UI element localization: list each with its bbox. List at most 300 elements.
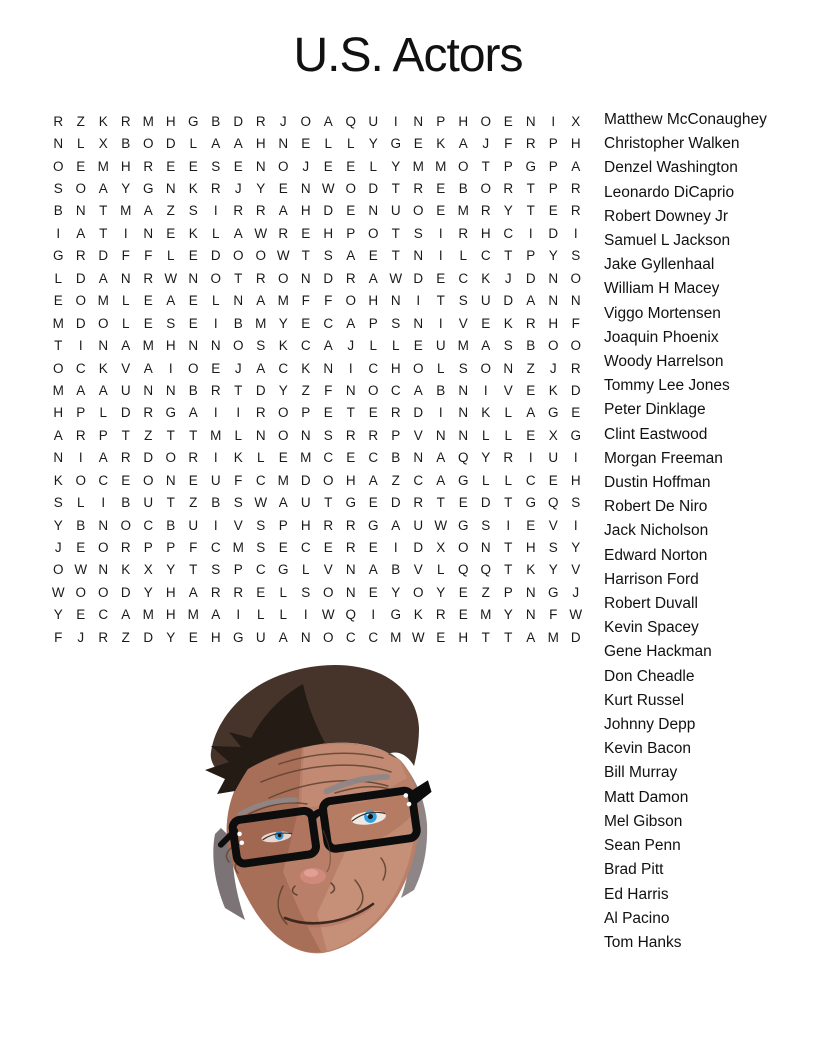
grid-letter: V (413, 427, 423, 443)
grid-letter: H (165, 113, 176, 129)
grid-letter: Q (457, 562, 469, 578)
grid-letter: O (165, 450, 176, 466)
grid-letter: N (390, 293, 401, 309)
grid-letter: O (187, 360, 199, 376)
grid-letter: L (189, 136, 197, 152)
grid-letter: K (53, 472, 63, 488)
grid-letter: A (76, 382, 86, 398)
grid-letter: G (390, 607, 401, 623)
grid-letter: D (323, 270, 334, 286)
grid-letter: O (412, 203, 424, 219)
grid-letter: D (143, 629, 154, 645)
grid-letter: M (120, 203, 132, 219)
grid-letter: K (278, 338, 288, 354)
grid-letter: F (504, 136, 513, 152)
grid-letter: G (457, 517, 469, 533)
grid-letter: A (233, 136, 243, 152)
grid-letter: L (481, 427, 490, 443)
grid-letter: O (322, 584, 334, 600)
word-list-item: Samuel L Jackson (604, 232, 731, 250)
word-list-item: Don Cheadle (604, 667, 695, 685)
grid-letter: C (323, 450, 334, 466)
word-list-item: William H Macey (604, 280, 720, 298)
grid-letter: I (528, 450, 533, 466)
grid-letter: E (301, 136, 311, 152)
grid-letter: E (76, 540, 86, 556)
grid-letter: L (324, 136, 332, 152)
grid-letter: E (278, 181, 288, 197)
grid-letter: D (570, 382, 581, 398)
grid-letter: N (458, 405, 469, 421)
grid-letter: V (458, 315, 468, 331)
grid-letter: N (98, 338, 109, 354)
grid-letter: U (300, 495, 311, 511)
grid-letter: R (255, 203, 266, 219)
grid-letter: B (233, 315, 243, 331)
grid-letter: I (303, 607, 308, 623)
grid-letter: O (367, 382, 379, 398)
grid-letter: O (322, 629, 334, 645)
grid-letter: Y (121, 181, 131, 197)
grid-letter: O (322, 472, 334, 488)
grid-letter: O (52, 562, 64, 578)
grid-letter: E (76, 607, 86, 623)
grid-letter: H (548, 315, 559, 331)
grid-letter: N (143, 225, 154, 241)
grid-letter: L (301, 562, 310, 578)
grid-letter: L (481, 472, 490, 488)
grid-letter: R (75, 427, 86, 443)
grid-letter: A (436, 450, 446, 466)
grid-letter: E (368, 584, 378, 600)
word-list-item: Jake Gyllenhaal (604, 256, 715, 274)
grid-letter: N (53, 136, 64, 152)
grid-letter: V (233, 517, 243, 533)
grid-letter: I (483, 382, 488, 398)
grid-letter: R (143, 270, 154, 286)
grid-letter: B (391, 562, 401, 578)
grid-letter: P (233, 562, 243, 578)
grid-letter: H (120, 158, 131, 174)
grid-letter: N (300, 181, 311, 197)
grid-letter: I (393, 540, 398, 556)
grid-letter: T (391, 248, 400, 264)
word-list-item: Johnny Depp (604, 716, 696, 734)
grid-letter: C (300, 540, 311, 556)
grid-letter: E (368, 248, 378, 264)
grid-letter: A (368, 472, 378, 488)
grid-letter: E (256, 584, 266, 600)
grid-letter: R (143, 158, 154, 174)
grid-letter: S (166, 315, 176, 331)
grid-letter: K (436, 136, 446, 152)
grid-letter: Y (256, 181, 266, 197)
grid-letter: R (413, 181, 424, 197)
grid-letter: A (526, 629, 536, 645)
grid-letter: T (324, 495, 333, 511)
grid-letter: D (368, 181, 379, 197)
grid-letter: A (256, 293, 266, 309)
grid-letter: I (213, 315, 218, 331)
word-list-item: Ed Harris (604, 885, 669, 903)
grid-letter: L (234, 427, 242, 443)
grid-letter: E (458, 607, 468, 623)
grid-letter: R (120, 540, 131, 556)
grid-letter: M (142, 607, 154, 623)
grid-letter: M (300, 450, 312, 466)
grid-letter: A (278, 629, 288, 645)
grid-letter: N (548, 293, 559, 309)
grid-letter: M (277, 472, 289, 488)
grid-letter: R (233, 203, 244, 219)
grid-letter: C (323, 315, 334, 331)
grid-letter: W (389, 270, 403, 286)
grid-letter: B (121, 136, 131, 152)
grid-letter: O (255, 248, 266, 264)
word-list-item: Joaquin Phoenix (604, 328, 719, 346)
grid-letter: D (210, 248, 221, 264)
grid-letter: N (53, 450, 64, 466)
grid-letter: X (98, 136, 108, 152)
grid-letter: I (348, 360, 353, 376)
grid-letter: O (480, 181, 491, 197)
grid-letter: E (188, 158, 198, 174)
grid-letter: O (345, 293, 356, 309)
nose-highlight (304, 869, 318, 877)
grid-letter: N (368, 203, 379, 219)
grid-letter: B (166, 517, 176, 533)
grid-letter: N (165, 472, 176, 488)
grid-letter: O (277, 158, 289, 174)
grid-letter: M (232, 540, 244, 556)
grid-letter: A (346, 248, 356, 264)
grid-letter: Y (436, 584, 446, 600)
page-title: U.S. Actors (293, 29, 523, 82)
grid-letter: W (164, 270, 178, 286)
grid-letter: N (143, 382, 154, 398)
grid-letter: C (458, 270, 469, 286)
grid-letter: K (413, 607, 423, 623)
grid-letter: W (74, 562, 88, 578)
grid-letter: L (211, 293, 220, 309)
grid-letter: S (53, 495, 63, 511)
grid-letter: O (457, 158, 469, 174)
grid-letter: A (188, 405, 198, 421)
grid-letter: D (300, 472, 311, 488)
grid-letter: A (391, 517, 401, 533)
grid-letter: I (438, 225, 443, 241)
grid-letter: N (210, 338, 221, 354)
grid-letter: Y (571, 540, 581, 556)
grid-letter: R (53, 113, 64, 129)
grid-letter: A (143, 203, 153, 219)
grid-letter: D (480, 495, 491, 511)
grid-letter: N (75, 203, 86, 219)
grid-letter: N (525, 113, 536, 129)
grid-letter: O (300, 113, 311, 129)
grid-letter: D (165, 136, 176, 152)
grid-letter: F (571, 315, 580, 331)
grid-letter: Y (391, 158, 401, 174)
grid-letter: Q (547, 495, 559, 511)
grid-letter: C (368, 450, 379, 466)
grid-letter: O (277, 270, 289, 286)
grid-letter: N (413, 315, 424, 331)
grid-letter: T (526, 181, 535, 197)
grid-letter: R (210, 584, 221, 600)
grid-letter: R (525, 315, 536, 331)
grid-letter: E (188, 472, 198, 488)
grid-letter: T (166, 495, 175, 511)
grid-letter: T (99, 225, 108, 241)
grid-letter: E (526, 427, 536, 443)
grid-letter: I (78, 338, 83, 354)
grid-letter: A (526, 293, 536, 309)
grid-letter: L (279, 584, 287, 600)
grid-letter: U (255, 629, 266, 645)
grid-letter: M (435, 158, 447, 174)
grid-letter: A (211, 136, 221, 152)
grid-letter: S (413, 225, 423, 241)
grid-letter: E (458, 495, 468, 511)
grid-letter: H (165, 607, 176, 623)
grid-letter: S (256, 338, 266, 354)
grid-letter: W (254, 225, 268, 241)
grid-letter: L (76, 495, 85, 511)
grid-letter: P (143, 540, 153, 556)
grid-letter: P (368, 315, 378, 331)
grid-letter: T (504, 495, 513, 511)
grid-letter: U (143, 495, 154, 511)
word-list-item: Woody Harrelson (604, 353, 724, 371)
grid-letter: W (569, 607, 583, 623)
grid-letter: E (436, 629, 446, 645)
word-list-item: Robert Downey Jr (604, 207, 729, 225)
grid-letter: J (482, 136, 490, 152)
grid-letter: E (211, 360, 221, 376)
grid-letter: K (301, 360, 311, 376)
grid-letter: J (234, 181, 242, 197)
grid-letter: T (391, 181, 400, 197)
grid-letter: Y (166, 562, 176, 578)
grid-letter: Y (368, 136, 378, 152)
grid-letter: R (210, 382, 221, 398)
grid-letter: O (232, 338, 244, 354)
grid-letter: G (187, 113, 199, 129)
grid-letter: P (166, 540, 176, 556)
grid-letter: E (368, 495, 378, 511)
word-list-item: Denzel Washington (604, 159, 738, 177)
grid-letter: T (234, 270, 243, 286)
grid-letter: P (346, 225, 356, 241)
grid-letter: E (346, 450, 356, 466)
grid-letter: E (436, 270, 446, 286)
grid-letter: D (390, 495, 401, 511)
grid-letter: W (276, 248, 290, 264)
grid-letter: F (301, 293, 310, 309)
grid-letter: N (300, 629, 311, 645)
grid-letter: E (571, 405, 581, 421)
grid-letter: R (345, 517, 356, 533)
grid-letter: M (97, 293, 109, 309)
grid-letter: E (548, 472, 558, 488)
word-list-item: Kevin Spacey (604, 619, 699, 637)
grid-letter: Z (166, 203, 175, 219)
grid-letter: I (101, 495, 106, 511)
grid-letter: E (121, 472, 131, 488)
grid-letter: A (233, 225, 243, 241)
grid-letter: U (210, 472, 221, 488)
grid-letter: V (548, 517, 558, 533)
grid-letter: J (279, 113, 287, 129)
grid-letter: N (98, 517, 109, 533)
grid-letter: E (166, 158, 176, 174)
grid-letter: M (142, 113, 154, 129)
word-list-item: Kevin Bacon (604, 740, 692, 758)
grid-letter: M (255, 315, 267, 331)
grid-letter: N (503, 360, 514, 376)
grid-letter: R (503, 450, 514, 466)
grid-letter: W (411, 629, 425, 645)
grid-letter: C (480, 248, 491, 264)
grid-letter: E (188, 293, 198, 309)
grid-letter: E (233, 158, 243, 174)
grid-letter: A (76, 225, 86, 241)
grid-letter: E (413, 338, 423, 354)
grid-letter: N (413, 450, 424, 466)
grid-letter: V (121, 360, 131, 376)
grid-letter: E (436, 181, 446, 197)
grid-letter: H (300, 517, 311, 533)
grid-letter: K (526, 562, 536, 578)
grid-letter: H (390, 360, 401, 376)
grid-letter: L (436, 562, 445, 578)
grid-letter: A (346, 315, 356, 331)
grid-letter: N (233, 293, 244, 309)
grid-letter: T (54, 338, 63, 354)
grid-letter: A (458, 136, 468, 152)
grid-letter: N (345, 562, 356, 578)
grid-letter: R (210, 181, 221, 197)
grid-letter: N (525, 607, 536, 623)
grid-letter: E (368, 405, 378, 421)
word-list-item: Viggo Mortensen (604, 304, 721, 322)
word-list-item: Robert Duvall (604, 595, 698, 613)
grid-letter: L (279, 607, 287, 623)
grid-letter: G (277, 562, 289, 578)
grid-letter: G (367, 517, 379, 533)
grid-letter: N (435, 427, 446, 443)
grid-letter: Y (166, 629, 176, 645)
grid-letter: O (75, 181, 86, 197)
grid-letter: E (301, 225, 311, 241)
grid-letter: Q (480, 562, 491, 578)
grid-letter: O (367, 225, 379, 241)
grid-letter: V (571, 562, 581, 578)
grid-letter: I (573, 517, 578, 533)
grid-letter: I (213, 405, 218, 421)
word-search-grid (47, 110, 587, 649)
grid-letter: E (526, 382, 536, 398)
grid-letter: H (210, 629, 221, 645)
grid-letter: D (120, 584, 131, 600)
grid-letter: N (458, 382, 469, 398)
grid-letter: T (526, 203, 535, 219)
grid-letter: F (324, 293, 333, 309)
grid-letter: G (390, 136, 401, 152)
grid-letter: S (458, 293, 468, 309)
grid-letter: N (300, 427, 311, 443)
word-list-item: Clint Eastwood (604, 425, 708, 443)
grid-letter: C (255, 562, 266, 578)
grid-letter: C (75, 360, 86, 376)
grid-letter: U (390, 203, 401, 219)
word-list-item: Al Pacino (604, 909, 670, 927)
grid-letter: C (210, 540, 221, 556)
grid-letter: Y (548, 248, 558, 264)
grid-letter: C (368, 360, 379, 376)
grid-letter: R (255, 405, 266, 421)
grid-letter: R (480, 203, 491, 219)
grid-letter: C (143, 517, 154, 533)
grid-letter: T (391, 225, 400, 241)
grid-letter: Z (189, 495, 198, 511)
grid-letter: B (188, 382, 198, 398)
grid-letter: Y (503, 203, 513, 219)
grid-letter: I (438, 405, 443, 421)
grid-letter: H (570, 136, 581, 152)
grid-letter: D (120, 405, 131, 421)
grid-letter: J (302, 158, 310, 174)
grid-letter: H (480, 225, 491, 241)
grid-letter: B (391, 450, 401, 466)
grid-letter: D (143, 450, 154, 466)
grid-letter: R (120, 113, 131, 129)
word-list-item: Tom Hanks (604, 933, 682, 951)
grid-letter: T (504, 562, 513, 578)
grid-letter: D (413, 540, 424, 556)
word-list-item: Jack Nicholson (604, 522, 709, 540)
grid-letter: O (277, 427, 289, 443)
grid-letter: K (233, 450, 243, 466)
grid-letter: I (438, 315, 443, 331)
grid-letter: E (548, 203, 558, 219)
grid-letter: X (571, 113, 581, 129)
grid-letter: M (52, 382, 64, 398)
grid-letter: I (236, 405, 241, 421)
grid-letter: J (549, 360, 557, 376)
grid-letter: K (188, 225, 198, 241)
grid-letter: Z (76, 113, 85, 129)
word-list-item: Matt Damon (604, 788, 689, 806)
grid-letter: N (165, 382, 176, 398)
grid-letter: O (277, 405, 289, 421)
grid-letter: T (481, 629, 490, 645)
grid-letter: A (53, 427, 63, 443)
grid-letter: W (321, 607, 335, 623)
grid-letter: B (211, 113, 221, 129)
grid-letter: B (458, 181, 468, 197)
grid-letter: N (188, 270, 199, 286)
grid-letter: J (54, 540, 62, 556)
grid-letter: T (166, 427, 175, 443)
grid-letter: L (459, 248, 467, 264)
grid-letter: R (98, 629, 109, 645)
grid-letter: O (547, 338, 559, 354)
grid-letter: O (345, 181, 356, 197)
grid-letter: M (97, 158, 109, 174)
word-list-item: Dustin Hoffman (604, 474, 711, 492)
